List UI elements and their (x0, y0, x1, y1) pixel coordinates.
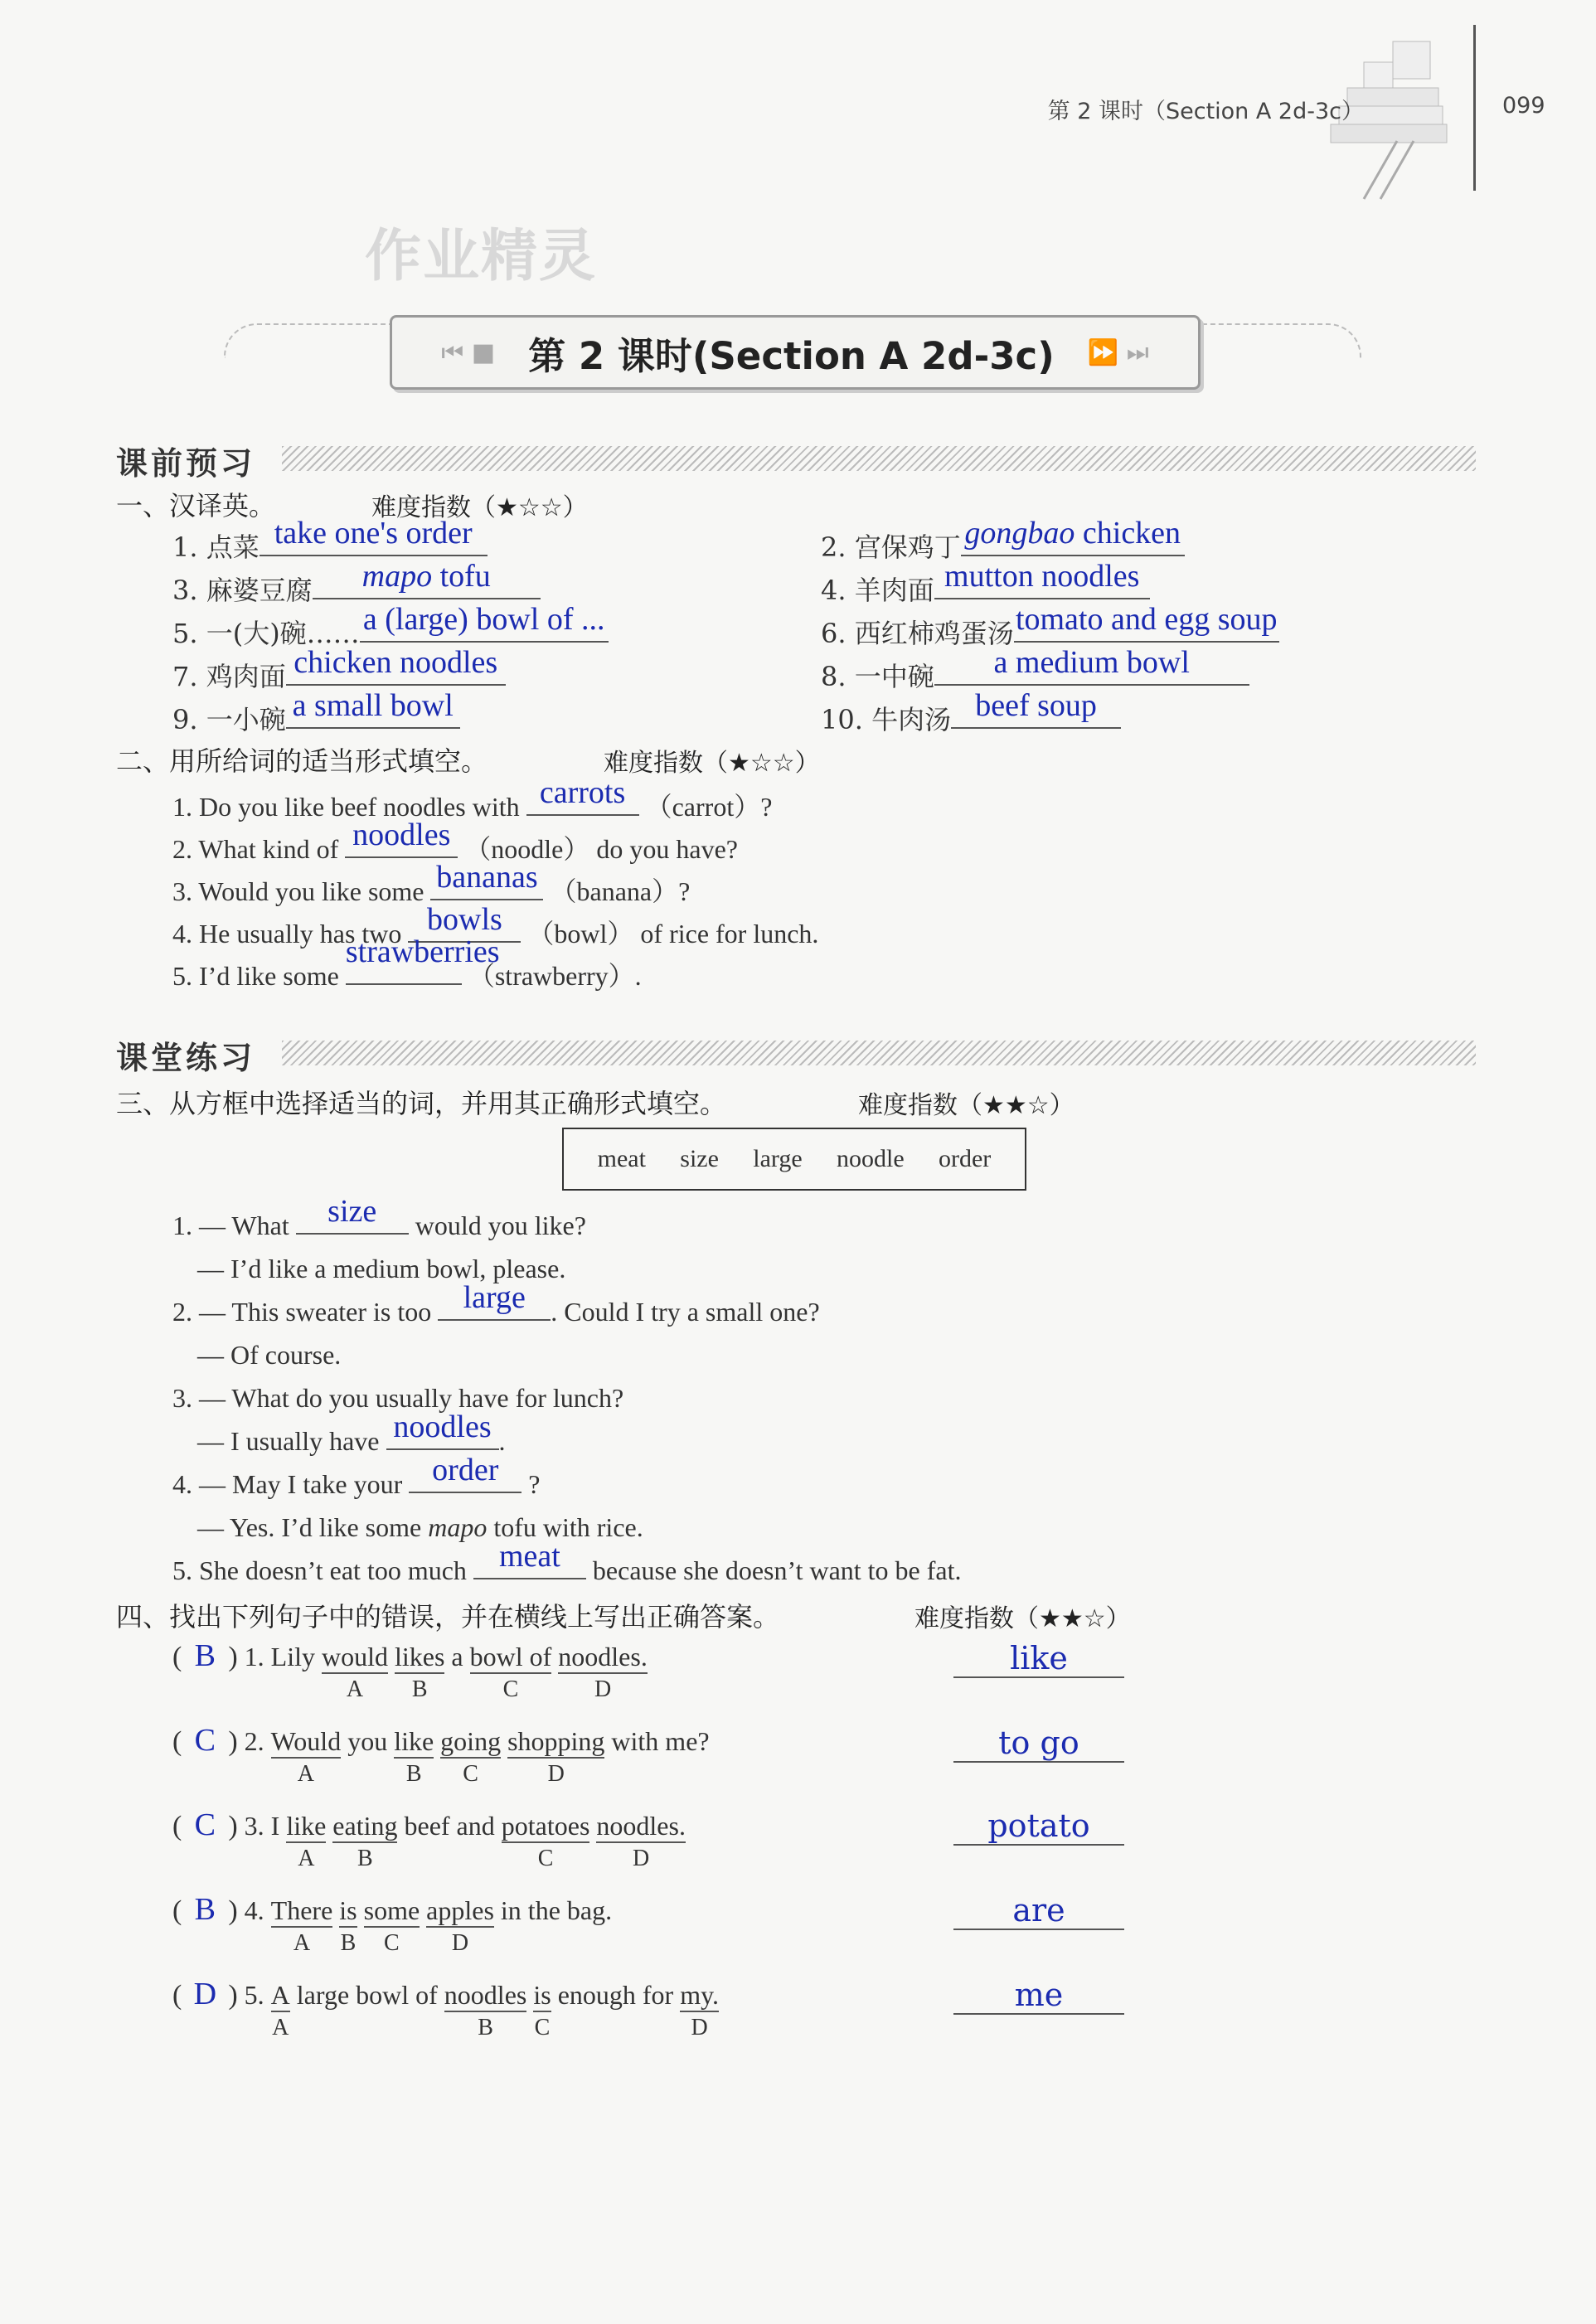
list-item: 4. 羊肉面 mutton noodles (821, 570, 1150, 608)
part4-difficulty: 难度指数（★★☆） (914, 1604, 1131, 1633)
list-item: 1. — What size would you like? (172, 1194, 586, 1240)
part3-difficulty: 难度指数（★★☆） (858, 1091, 1075, 1120)
correction-answer: me (953, 1977, 1124, 2015)
word-bank-item: large (753, 1145, 803, 1172)
skip-back-icon: ⏮ ■ (441, 337, 496, 367)
choice-answer: C (194, 1723, 216, 1758)
list-item: ( C ) 3. I like A eating B beef and potatoes C noodles. D (172, 1807, 686, 1871)
section-header-preview: 课前预习 (116, 445, 256, 482)
correction-answer: like (953, 1640, 1124, 1678)
lesson-title: 第 2 课时(Section A 2d-3c) (528, 333, 1055, 378)
choice-answer: D (193, 1977, 217, 2011)
lesson-title-banner (390, 315, 1201, 390)
list-item: 7. 鸡肉面 chicken noodles (172, 656, 506, 694)
answer: take one's order (274, 516, 473, 551)
choice-answer: B (194, 1892, 216, 1927)
running-head: 第 2 课时（Section A 2d-3c） (1047, 99, 1364, 124)
word-bank-box (562, 1128, 1026, 1191)
list-item: 6. 西红柿鸡蛋汤 tomato and egg soup (821, 613, 1279, 651)
list-item: ( D ) 5. A A large bowl of noodles B is C enough for my. D (172, 1977, 720, 2040)
list-item: 10. 牛肉汤 beef soup (821, 699, 1121, 737)
word-bank-item: order (939, 1145, 992, 1172)
list-item: 3. — What do you usually have for lunch? (172, 1383, 624, 1413)
list-item: 1. 点菜 take one's order (172, 526, 488, 565)
list-item: 1. Do you like beef noodles with carrots （carrot）? (172, 775, 773, 822)
correction-answer: potato (953, 1807, 1124, 1846)
header-rule (1473, 25, 1476, 191)
section-header-practice: 课堂练习 (116, 1040, 256, 1076)
list-item: 2. — This sweater is too large . Could I try a small one? (172, 1280, 820, 1327)
part2-title: 二、用所给词的适当形式填空。 (116, 745, 488, 777)
part1-title: 一、汉译英。 (116, 490, 276, 522)
dialog-reply: — Yes. I’d like some mapo tofu with rice. (197, 1512, 643, 1542)
correction-answer: to go (953, 1725, 1124, 1763)
list-item: 3. 麻婆豆腐 mapo tofu (172, 570, 541, 608)
list-item: 2. 宫保鸡丁 gongbao chicken (821, 526, 1185, 565)
list-item: 2. What kind of noodles （noodle） do you have? (172, 818, 738, 864)
choice-answer: B (194, 1638, 216, 1673)
list-item: 5. 一(大)碗…… a (large) bowl of ... (172, 613, 609, 651)
section-hatch (282, 1041, 1476, 1065)
title-ornament-right (1194, 323, 1361, 358)
choice-answer: C (194, 1807, 216, 1842)
list-item: 9. 一小碗 a small bowl (172, 699, 460, 737)
title-ornament-left (224, 323, 391, 358)
dialog-reply: — Of course. (197, 1340, 342, 1370)
list-item: ( B ) 4. There A is B some C apples D in the bag. (172, 1892, 613, 1956)
watermark: 作业精灵 (365, 224, 598, 289)
page-number: 099 (1502, 93, 1545, 119)
list-item: 8. 一中碗 a medium bowl (821, 656, 1249, 694)
list-item: ( B ) 1. Lily would A likes B a bowl of C noodles. D (172, 1638, 648, 1702)
correction-answer: are (953, 1892, 1124, 1930)
word-bank-item: size (680, 1145, 719, 1172)
list-item: 4. He usually has two bowls （bowl） of rice for lunch. (172, 902, 819, 949)
part2-difficulty: 难度指数（★☆☆） (604, 749, 820, 778)
part4-title: 四、找出下列句子中的错误，并在横线上写出正确答案。 (116, 1601, 780, 1633)
part3-title: 三、从方框中选择适当的词，并用其正确形式填空。 (116, 1088, 727, 1119)
word-bank-item: meat (597, 1145, 646, 1172)
list-item: ( C ) 2. Would A you like B going C shopping D with me? (172, 1723, 710, 1787)
list-item: 3. Would you like some bananas （banana）? (172, 860, 691, 906)
list-item: 5. I’d like some strawberries （strawberry）. (172, 934, 642, 991)
dialog-reply: — I’d like a medium bowl, please. (197, 1254, 566, 1283)
list-item: 4. — May I take your order ? (172, 1453, 541, 1499)
section-hatch (282, 446, 1476, 471)
dialog-reply: — I usually have noodles . (197, 1409, 506, 1456)
list-item: 5. She doesn’t eat too much meat because she doesn’t want to be fat. (172, 1539, 962, 1585)
skip-forward-icon: ⏩ ⏭ (1087, 337, 1149, 367)
word-bank-item: noodle (837, 1145, 905, 1172)
part1-difficulty: 难度指数（★☆☆） (371, 493, 588, 522)
